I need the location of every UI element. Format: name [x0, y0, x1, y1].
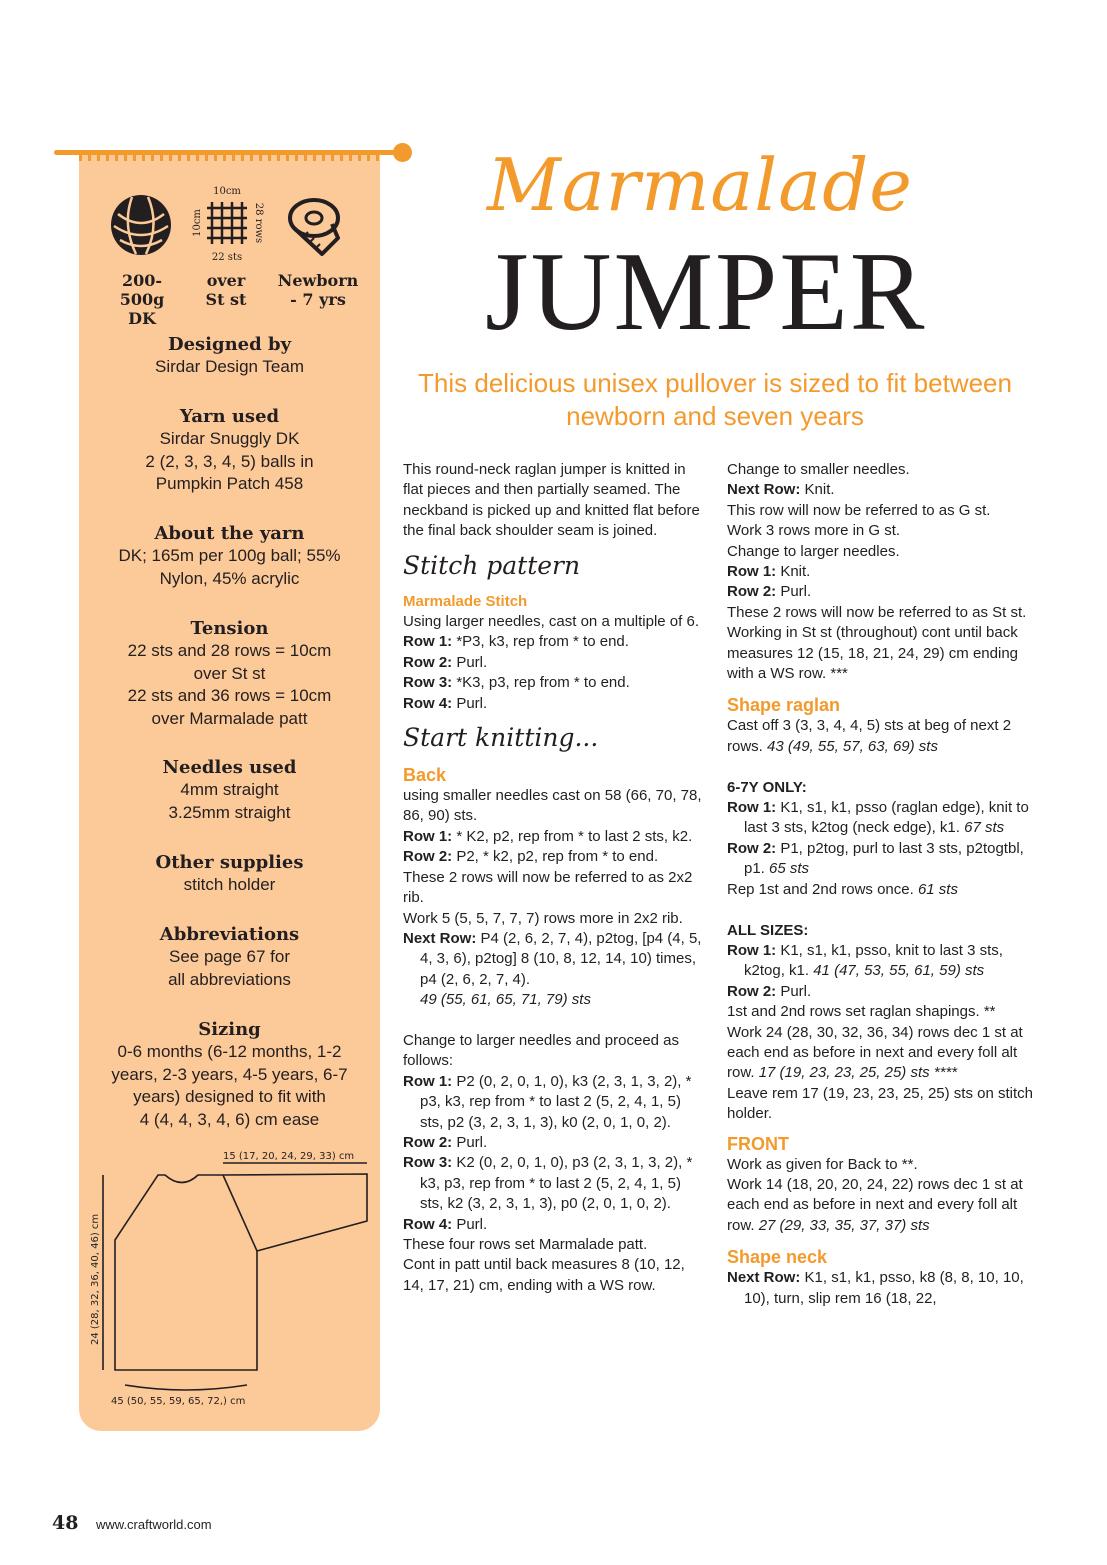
needle-tip: [54, 150, 68, 155]
pattern-row: Row 1: K1, s1, k1, psso (raglan edge), knit to last 3 sts, k2tog (neck edge), k1. 67 sts: [727, 799, 1029, 837]
sizing-section: [90, 1019, 369, 1131]
back-intro: using smaller needles cast on 58 (66, 70, 78, 86, 90) sts.: [403, 787, 702, 825]
shape-raglan-heading: Shape raglan: [727, 695, 841, 716]
working-note: Working in St st (throughout) cont until back measures 12 (15, 18, 21, 24, 29) cm ending with a WS row. ***: [727, 624, 1019, 683]
standfirst: This delicious unisex pullover is sized to fit between newborn and seven years: [418, 368, 1012, 431]
marmalade-stitch-heading: Marmalade Stitch: [403, 592, 528, 610]
tension-heading: Tension: [190, 618, 269, 639]
repeat-note: Rep 1st and 2nd rows once. 61 sts: [727, 880, 958, 898]
about-yarn-line: DK; 165m per 100g ball; 55%: [118, 546, 341, 565]
needles-line: 3.25mm straight: [168, 802, 291, 822]
abbreviations-line: See page 67 for: [169, 947, 290, 966]
pattern-row: Row 2: Purl.: [727, 982, 812, 1000]
abbreviations-line: all abbreviations: [168, 969, 291, 989]
leave-stitches-note: Leave rem 17 (19, 23, 23, 25, 25) sts on stitch holder.: [727, 1084, 1034, 1123]
yarn-used-line: Sirdar Snuggly DK: [159, 429, 300, 448]
yarn-ball-icon: [108, 192, 174, 258]
yarn-used-section: [90, 406, 369, 496]
pattern-row: Row 2: P1, p2tog, purl to last 3 sts, p2togtbl, p1. 65 sts: [727, 839, 1024, 878]
raglan-set-note: 1st and 2nd rows set raglan shapings. **: [727, 1003, 996, 1021]
tension-line: 22 sts and 36 rows = 10cm: [127, 686, 332, 705]
rib-note: These 2 rows will now be referred to as 2x2 rib.: [403, 868, 693, 907]
designed-by-heading: Designed by: [167, 334, 292, 355]
continue-pattern-note: Cont in patt until back measures 8 (10, 12, 14, 17, 21) cm, ending with a WS row.: [403, 1256, 685, 1294]
body-length-label: 24 (28, 32, 36, 40, 46) cm: [90, 1213, 101, 1345]
intro-paragraph: This round-neck raglan jumper is knitted in flat pieces and then partially seamed. The neckband is picked up and knitted flat before the final back shoulder seam is joined.: [403, 461, 700, 540]
tape-measure-icon: [286, 196, 346, 258]
pattern-row: Row 1: Knit.: [727, 563, 811, 581]
supplies-heading: Other supplies: [155, 852, 304, 873]
change-larger-note: Change to larger needles and proceed as follows:: [403, 1031, 680, 1070]
work-rows-note: Work 3 rows more in G st.: [727, 522, 901, 540]
front-heading: FRONT: [727, 1133, 789, 1154]
tension-line: over St st: [193, 663, 266, 683]
sizing-line: years, 2-3 years, 4-5 years, 6-7: [111, 1064, 348, 1084]
size-only-heading: 6-7Y ONLY:: [727, 778, 807, 796]
tension-rows-label: 28 rows: [253, 202, 264, 244]
tension-label: over St st: [205, 271, 247, 309]
sizing-line: 4 (4, 4, 3, 4, 6) cm ease: [139, 1109, 320, 1129]
marmalade-intro: Using larger needles, cast on a multiple of 6.: [403, 613, 699, 631]
needles-line: 4mm straight: [180, 780, 279, 799]
tension-line: 22 sts and 28 rows = 10cm: [127, 641, 332, 660]
needles-heading: Needles used: [162, 757, 297, 778]
about-yarn-section: [90, 523, 369, 590]
pattern-row: Next Row: P4 (2, 6, 2, 7, 4), p2tog, [p4 (4, 5, 4, 3, 6), p2tog] 8 (10, 8, 12, 14, 10) times, p4 (2, 6, 2, 7, 4).: [403, 929, 702, 988]
about-yarn-heading: About the yarn: [154, 523, 305, 544]
pattern-row: Row 1: * K2, p2, rep from * to last 2 sts, k2.: [403, 827, 693, 845]
change-larger-note: Change to larger needles.: [727, 542, 900, 560]
front-work-note: Work as given for Back to **.: [727, 1155, 918, 1173]
pattern-row: Row 1: *P3, k3, rep from * to end.: [403, 633, 629, 651]
supplies-section: [90, 852, 369, 897]
yarn-used-heading: Yarn used: [179, 406, 280, 427]
page-title: JUMPER: [485, 230, 927, 354]
pattern-row: Next Row: Knit.: [727, 481, 835, 499]
start-knitting-heading: Start knitting...: [403, 723, 599, 753]
tension-section: [90, 618, 369, 730]
designed-by-text: Sirdar Design Team: [155, 357, 304, 376]
change-smaller-note: Change to smaller needles.: [727, 461, 910, 478]
set-pattern-note: These four rows set Marmalade patt.: [403, 1235, 648, 1253]
tension-sts-label: 22 sts: [211, 252, 243, 263]
about-yarn-line: Nylon, 45% acrylic: [159, 568, 300, 588]
needle-stitches: [79, 155, 380, 161]
pattern-row: Row 1: P2 (0, 2, 0, 1, 0), k3 (2, 3, 1, 3, 2), * p3, k3, rep from * to last 2 (5, 2, 4, 1, 5) sts, p2 (3, 2, 3, 1, 3), k0 (2, 0, 1, 0, 2).: [403, 1072, 692, 1131]
supplies-line: stitch holder: [183, 875, 276, 894]
abbreviations-heading: Abbreviations: [159, 924, 300, 945]
pattern-row: Next Row: K1, s1, k1, psso, k8 (8, 8, 10, 10, 10), turn, slip rem 16 (18, 22,: [727, 1269, 1024, 1307]
work-rows-note: Work 5 (5, 5, 7, 7, 7) rows more in 2x2 rib.: [403, 909, 683, 927]
pattern-row: Row 3: K2 (0, 2, 0, 1, 0), p3 (2, 3, 1, 3, 2), * k3, p3, rep from * to last 2 (5, 2, 4, 1, 5) sts, k2 (3, 2, 3, 1, 3), p0 (2, 0, 1, 0, 2).: [403, 1154, 693, 1213]
sizing-line: years) designed to fit with: [133, 1087, 326, 1106]
tension-grid-icon: [185, 182, 270, 264]
tension-height-label: 10cm: [192, 209, 203, 237]
needles-section: [90, 757, 369, 824]
pattern-column-right: [727, 460, 1037, 1309]
pattern-row: Row 2: Purl.: [727, 583, 812, 601]
designed-by-section: [90, 334, 369, 379]
page-number: 48: [52, 1512, 79, 1534]
yarn-weight-label: 200- 500g DK: [119, 271, 165, 328]
needle-knob: [393, 143, 412, 162]
shape-neck-heading: Shape neck: [727, 1247, 828, 1268]
yarn-used-line: Pumpkin Patch 458: [155, 474, 304, 493]
sizing-heading: Sizing: [198, 1019, 261, 1040]
pattern-row: Row 3: *K3, p3, rep from * to end.: [403, 674, 630, 692]
pattern-row: Row 1: K1, s1, k1, psso, knit to last 3 sts, k2tog, k1. 41 (47, 53, 55, 61, 59) sts: [727, 941, 1003, 980]
front-decrease-note: Work 14 (18, 20, 20, 24, 22) rows dec 1 st at each end as before in next and every foll alt row. 27 (29, 33, 35, 37, 37) sts: [727, 1175, 1023, 1234]
tension-width-label: 10cm: [213, 186, 241, 197]
abbreviations-section: [90, 924, 369, 991]
title-script: Marmalade: [487, 143, 913, 227]
garment-schematic: [85, 1145, 375, 1415]
sleeve-length-label: 15 (17, 20, 24, 29, 33) cm: [223, 1151, 355, 1162]
size-range-label: Newborn - 7 yrs: [277, 271, 359, 309]
stitch-count: 49 (55, 61, 65, 71, 79) sts: [420, 991, 591, 1009]
pattern-column-left: [403, 460, 708, 1296]
tension-line: over Marmalade patt: [151, 708, 308, 728]
pattern-row: Row 2: Purl.: [403, 653, 488, 671]
stitch-pattern-heading: Stitch pattern: [403, 550, 581, 580]
decrease-note: Work 24 (28, 30, 32, 36, 34) rows dec 1 st at each end as before in next and every foll alt row. 17 (19, 23, 23, 25, 25) sts ****: [727, 1023, 1023, 1082]
yarn-used-line: 2 (2, 3, 3, 4, 5) balls in: [145, 451, 314, 471]
pattern-row: Row 4: Purl.: [403, 1215, 488, 1233]
pattern-row: Row 4: Purl.: [403, 694, 488, 712]
gst-note: This row will now be referred to as G st.: [727, 501, 991, 519]
chest-width-label: 45 (50, 55, 59, 65, 72,) cm: [111, 1396, 246, 1407]
sizing-line: 0-6 months (6-12 months, 1-2: [117, 1042, 342, 1061]
all-sizes-heading: ALL SIZES:: [727, 921, 809, 939]
website-link[interactable]: www.craftworld.com: [96, 1517, 212, 1532]
stst-note: These 2 rows will now be referred to as St st.: [727, 603, 1027, 621]
pattern-row: Row 2: Purl.: [403, 1133, 488, 1151]
back-heading: Back: [403, 765, 447, 786]
pattern-row: Row 2: P2, * k2, p2, rep from * to end.: [403, 848, 659, 866]
raglan-instructions: Cast off 3 (3, 3, 4, 4, 5) sts at beg of next 2 rows. 43 (49, 55, 57, 63, 69) sts: [727, 717, 1012, 755]
